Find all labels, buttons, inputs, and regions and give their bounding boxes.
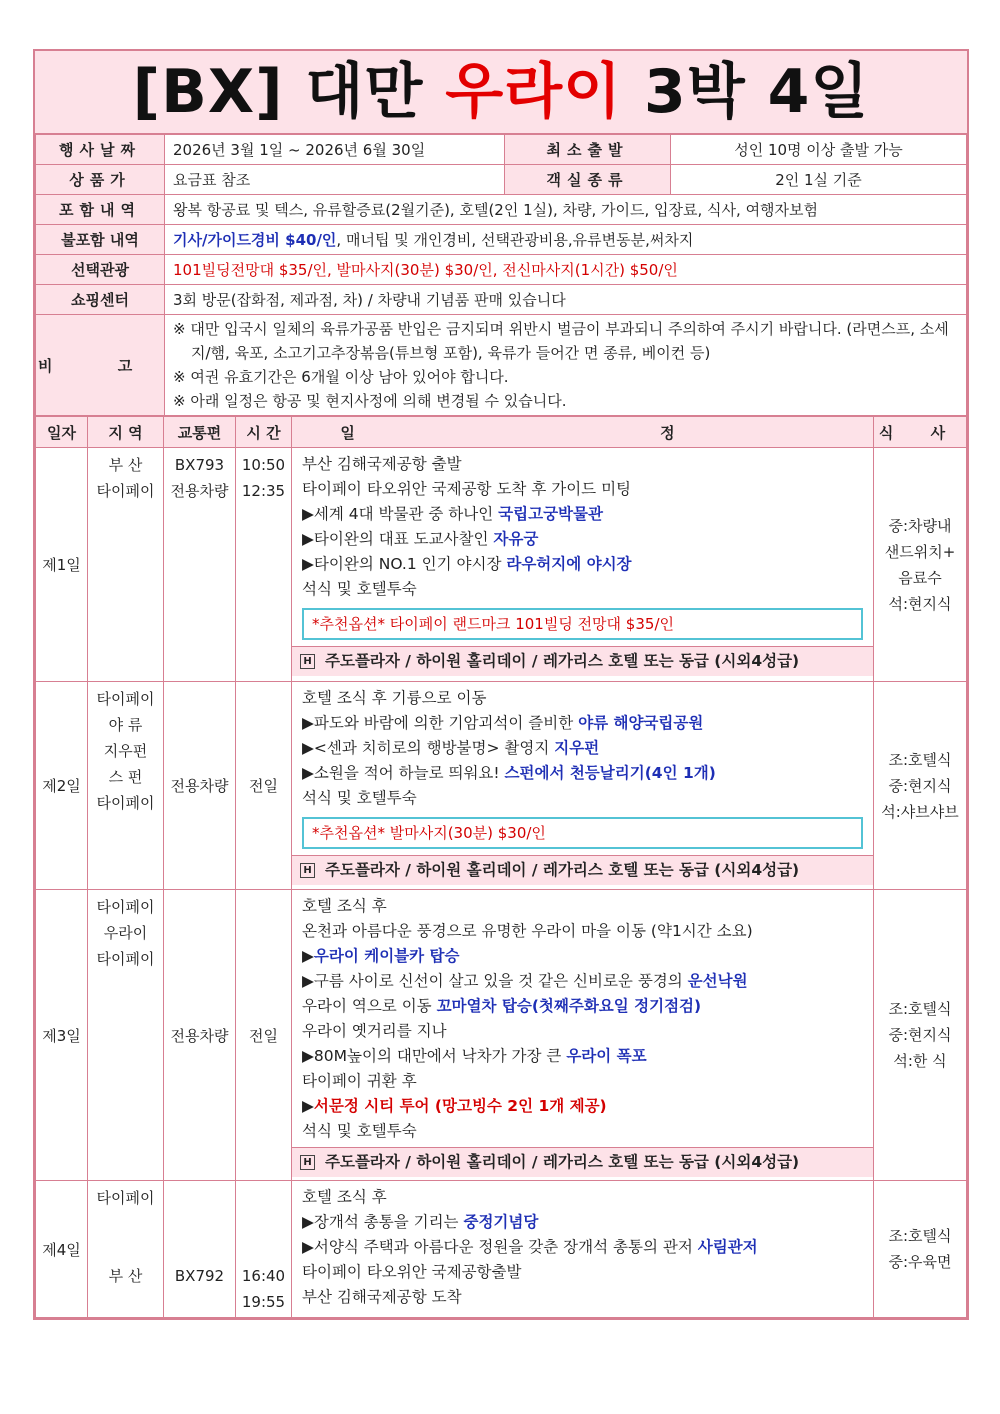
day-row [36,1181,967,1318]
time-item: 12:35 [241,482,286,500]
schedule-line: 타이페이 타오위안 국제공항출발 [302,1263,522,1281]
day-time: 전일 [236,890,292,1181]
excl-value [165,225,967,255]
option-box: *추천옵션* 발마사지(30분) $30/인 [302,817,863,849]
col-day: 일자 [36,417,88,448]
schedule-line: ▶서양식 주택과 아름다운 정원을 갖춘 장개석 총통의 관저 사림관저 [302,1238,758,1256]
room-value: 2인 1실 기준 [671,165,967,195]
schedule-line: 타이페이 귀환 후 [302,1072,417,1090]
notes [165,315,967,416]
hotel-icon: H [300,863,315,878]
schedule-line: ▶소원을 적어 하늘로 띄워요! 스펀에서 천등날리기(4인 1개) [302,764,716,782]
excl-rest: , 매너팁 및 개인경비, 선택관광비용,유류변동분,써차지 [336,231,694,249]
opt-value: 101빌딩전망대 $35/인, 발마사지(30분) $30/인, 전신마사지(1시간) $50/인 [165,255,967,285]
col-transport: 교통편 [164,417,236,448]
schedule-line: ▶우라이 케이블카 탑승 [302,947,460,965]
day-schedule [292,890,874,1181]
schedule-line: ▶<센과 치히로의 행방불명> 촬영지 지우펀 [302,739,600,757]
day-schedule [292,1181,874,1318]
day-label: 제3일 [36,890,88,1181]
schedule-line: ▶80M높이의 대만에서 낙차가 가장 큰 우라이 폭포 [302,1047,647,1065]
day-meals: 중:차량내 샌드위치+ 음료수 석:현지식 [874,448,967,682]
min-label: 최소출발 [505,135,671,165]
itinerary-sheet [33,49,969,1320]
incl-label: 포함내역 [36,195,165,225]
col-time: 시 간 [236,417,292,448]
col-schedule: 일 정 [292,417,874,448]
day-region [88,448,164,682]
day-region: 타이페이 야 류 지우펀 스 펀 타이페이 [88,682,164,890]
schedule-line: 석식 및 호텔투숙 [302,580,417,598]
schedule-line: ▶타이완의 NO.1 인기 야시장 라우허지에 야시장 [302,555,632,573]
note-item: ※ 대만 입국시 일체의 육류가공품 반입은 금지되며 위반시 벌금이 부과되니 주의하여 주시기 바랍니다. (라면스프, 소세지/햄, 육포, 소고기고추장볶음(튜브형 포함), 육류가 들어간 면 종류, 베이컨 등) [173,320,949,362]
day-label: 제2일 [36,682,88,890]
region-item: 부 산 [108,456,143,474]
day-transport: 전용차량 [164,682,236,890]
day-region: 타이페이 부 산 [88,1181,164,1318]
schedule-line: 온천과 아름다운 풍경으로 유명한 우라이 마을 이동 (약1시간 소요) [302,922,753,940]
hotel-line: H 주도플라자 / 하이원 홀리데이 / 레가리스 호텔 또는 동급 (시외4성급) [292,646,873,676]
schedule-line: ▶세계 4대 박물관 중 하나인 국립고궁박물관 [302,505,603,523]
day-meals: 조:호텔식 중:현지식 석:샤브샤브 [874,682,967,890]
schedule-line: 부산 김해국제공항 도착 [302,1288,462,1306]
title-suffix: 3박 4일 [622,57,870,127]
schedule-line: 타이페이 타오위안 국제공항 도착 후 가이드 미팅 [302,480,632,498]
transport-item: 전용차량 [170,482,229,500]
col-region: 지 역 [88,417,164,448]
day-label: 제4일 [36,1181,88,1318]
note-item: ※ 여권 유효기간은 6개월 이상 남아 있어야 합니다. [173,368,509,386]
day-transport [164,448,236,682]
opt-label: 선택관광 [36,255,165,285]
schedule-line: ▶타이완의 대표 도교사찰인 자유궁 [302,530,539,548]
hotel-icon: H [300,1155,315,1170]
day-row [36,448,967,682]
day-meals: 조:호텔식 중:우육면 [874,1181,967,1318]
schedule-line: 석식 및 호텔투숙 [302,1122,417,1140]
day-row [36,682,967,890]
day-time: 전일 [236,682,292,890]
schedule-line: 호텔 조식 후 기륭으로 이동 [302,689,487,707]
note-label: 비 고 [36,315,165,416]
day-region: 타이페이 우라이 타이페이 [88,890,164,1181]
shop-value: 3회 방문(잡화점, 제과점, 차) / 차량내 기념품 판매 있습니다 [165,285,967,315]
hotel-icon: H [300,654,315,669]
schedule-line: 우라이 옛거리를 지나 [302,1022,447,1040]
day-row [36,890,967,1181]
note-item: ※ 아래 일정은 항공 및 현지사정에 의해 변경될 수 있습니다. [173,392,567,410]
incl-value: 왕복 항공료 및 텍스, 유류할증료(2월기준), 호텔(2인 1실), 차량, 가이드, 입장료, 식사, 여행자보험 [165,195,967,225]
title-highlight: 우라이 [445,57,623,127]
title-prefix: [BX] 대만 [132,57,446,127]
schedule-line: ▶서문정 시티 투어 (망고빙수 2인 1개 제공) [302,1097,607,1115]
schedule-line: 부산 김해국제공항 출발 [302,455,462,473]
price-label: 상품가 [36,165,165,195]
price-value: 요금표 참조 [165,165,505,195]
schedule-line: ▶구름 사이로 신선이 살고 있을 것 같은 신비로운 풍경의 운선낙원 [302,972,748,990]
date-label: 행사날짜 [36,135,165,165]
room-label: 객실종류 [505,165,671,195]
schedule-line: ▶파도와 바람에 의한 기암괴석이 즐비한 야류 해양국립공원 [302,714,704,732]
region-item: 타이페이 [96,482,155,500]
day-schedule [292,682,874,890]
day-time [236,448,292,682]
schedule-line: 호텔 조식 후 [302,897,387,915]
day-meals: 조:호텔식 중:현지식 석:한 식 [874,890,967,1181]
day-time: 16:40 19:55 [236,1181,292,1318]
day-transport: BX792 [164,1181,236,1318]
min-value: 성인 10명 이상 출발 가능 [671,135,967,165]
schedule-line: 우라이 역으로 이동 꼬마열차 탑승(첫째주화요일 정기점검) [302,997,702,1015]
excl-label: 불포함 내역 [36,225,165,255]
day-transport: 전용차량 [164,890,236,1181]
shop-label: 쇼핑센터 [36,285,165,315]
col-meal: 식 사 [874,417,967,448]
transport-item: BX793 [174,456,225,474]
day-label: 제1일 [36,448,88,682]
date-value: 2026년 3월 1일 ~ 2026년 6월 30일 [165,135,505,165]
page-title [35,51,967,134]
schedule-line: 석식 및 호텔투숙 [302,789,417,807]
option-box: *추천옵션* 타이페이 랜드마크 101빌딩 전망대 $35/인 [302,608,863,640]
time-item: 10:50 [241,456,286,474]
info-table [35,134,967,416]
schedule-line: 호텔 조식 후 [302,1188,387,1206]
excl-highlight: 기사/가이드경비 $40/인 [173,231,337,249]
hotel-line: H 주도플라자 / 하이원 홀리데이 / 레가리스 호텔 또는 동급 (시외4성급) [292,1147,873,1177]
hotel-line: H 주도플라자 / 하이원 홀리데이 / 레가리스 호텔 또는 동급 (시외4성급) [292,855,873,885]
schedule-table [35,416,967,1318]
schedule-line: ▶장개석 총통을 기리는 중정기념당 [302,1213,539,1231]
day-schedule [292,448,874,682]
